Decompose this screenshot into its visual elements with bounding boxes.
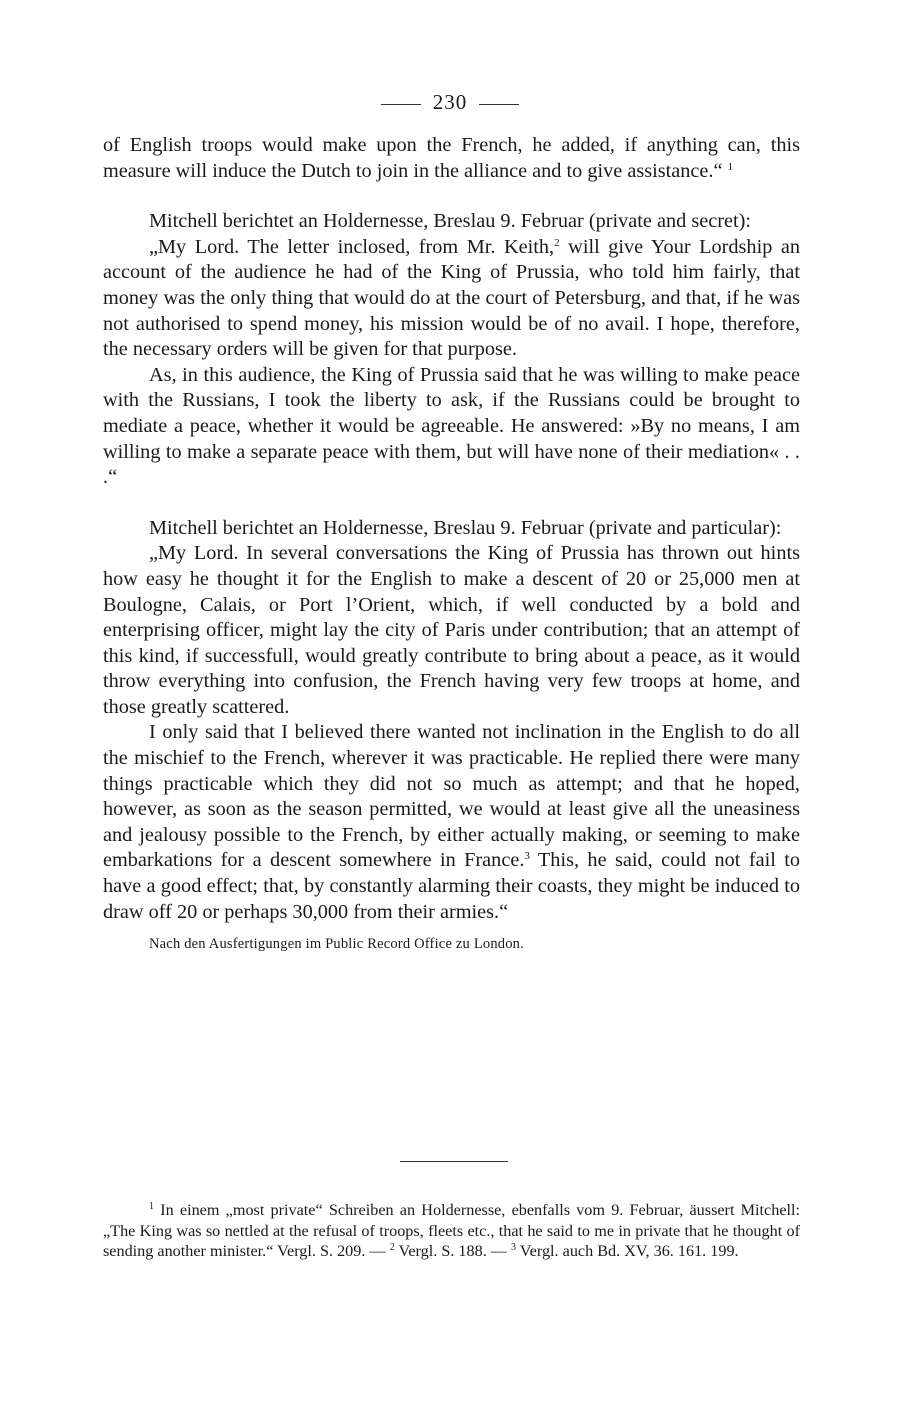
paragraph-4: As, in this audience, the King of Prussia said that he was willing to make peace with the Russians, I took the liberty to ask, if the Russians could be brought to mediate a peace, whether it would be agreeable. He answered: »By no means, I am willing to make a separate peace with them, but will have none of their mediation« . . .“ [103, 363, 800, 489]
paragraph-6: „My Lord. In several conversations the King of Prussia has thrown out hints how easy he thought it for the English to make a descent of 20 or 25,000 men at Boulogne, Calais, or Port l’Orient, which, if well conducted by a bold and enterprising officer, might lay the city of Paris under contribution; that an attempt of this kind, if successfull, would greatly contribute to bring about a peace, as it would throw everything into confusion, the French having very few troops at home, and those greatly scattered. [103, 542, 800, 718]
source-note: Nach den Ausfertigungen im Public Record Office zu London. [149, 936, 524, 953]
paragraph-3: „My Lord. The letter inclosed, from Mr. Keith,$^2$ will give Your Lordship an account of the audience he had of the King of Prussia, who told him fairly, that money was the only thing that would do at the court of Petersburg, and that, if he was not authorised to spend money, his mission would be of no avail. I hope, therefore, the necessary orders will be given for that purpose. [103, 235, 801, 361]
footnote-mark-1: 1 [149, 1201, 154, 1212]
header-dash-left [381, 104, 421, 105]
paragraph-1: of English troops would make upon the French, he added, if anything can, this measure will induce the Dutch to join in the alliance and to give assistance.“ $^1$ [103, 134, 800, 182]
footnote-mark-2: 2 [389, 1242, 395, 1254]
footnote-ref-3: 3 [524, 850, 530, 863]
paragraph-5: Mitchell berichtet an Holdernesse, Breslau 9. Februar (private and particular): [149, 516, 782, 539]
footnote-mark-3: 3 [511, 1242, 517, 1254]
header-dash-right [479, 104, 519, 105]
footnotes [103, 1200, 800, 1262]
body-text [103, 133, 800, 954]
page-number: 230 [432, 90, 468, 114]
footnote-divider [400, 1161, 508, 1162]
paragraph-7: I only said that I believed there wanted not inclination in the English to do all the mischief to the French, wherever it was practicable. He replied there were many things practicable which they did not so much as attempt; and that he hoped, however, as soon as the season permitted, we would at least give all the uneasiness and jealousy possible to the French, by either actually making, or seeming to make embarkations for a descent somewhere in France.$^3$ This, he said, could not fail to have a good effect; that, by constantly alarming their coasts, they might be induced to draw off 20 or perhaps 30,000 from their armies.“ [103, 721, 800, 923]
footnote-ref-2: 2 [554, 236, 560, 249]
footnote-text: $^1$ In einem „most private“ Schreiben an Holdernesse, ebenfalls vom 9. Februar, äussert Mitchell: „The King was so nettled at the refusal of troops, fleets etc., that he said to me in private that he thought of sending another minister.“ Vergl. S. 209. — $^2$ Vergl. S. 188. — $^3$ Vergl. auch Bd. XV, 36. 161. 199. [103, 1201, 800, 1261]
paragraph-2: Mitchell berichtet an Holdernesse, Breslau 9. Februar (private and secret): [149, 210, 752, 233]
footnote-ref-1: 1 [727, 160, 734, 173]
page-header [0, 90, 900, 115]
